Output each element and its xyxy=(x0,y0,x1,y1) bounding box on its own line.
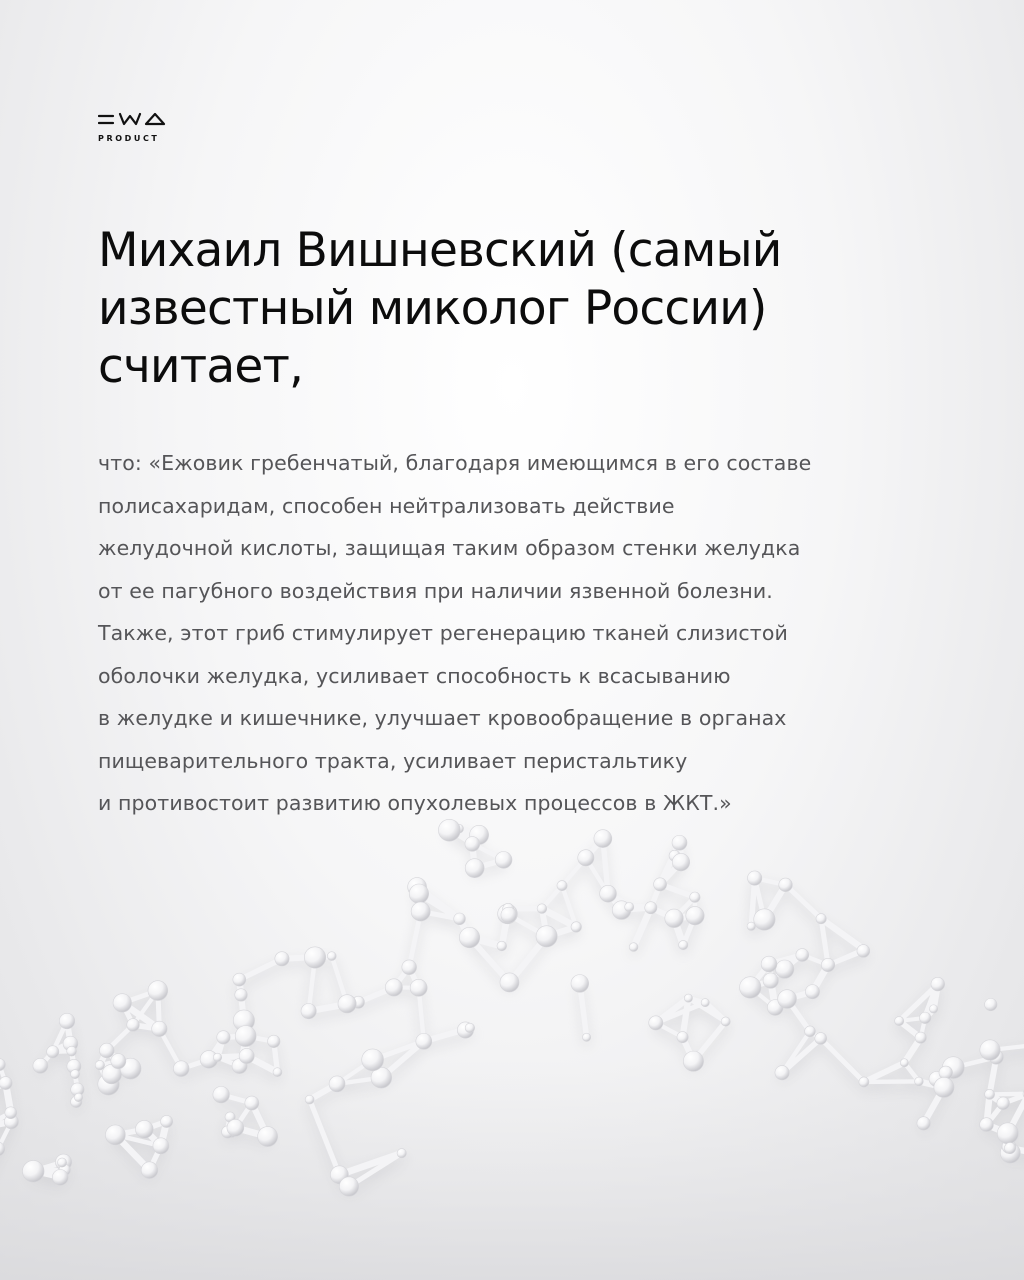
network-node xyxy=(805,985,819,999)
network-node xyxy=(625,902,634,911)
network-node xyxy=(779,878,793,892)
quote-line: от ее пагубного воздействия при наличии язвенной болезни. xyxy=(98,578,773,603)
network-node xyxy=(796,949,809,962)
network-node xyxy=(536,926,557,947)
network-node xyxy=(235,989,248,1002)
network-node xyxy=(22,1160,44,1182)
network-node xyxy=(821,958,834,971)
network-node xyxy=(213,1086,230,1103)
network-node xyxy=(679,940,688,949)
network-node xyxy=(571,922,581,932)
network-node xyxy=(690,892,700,902)
network-link xyxy=(786,885,822,919)
network-node xyxy=(127,1019,140,1032)
network-node xyxy=(47,1046,59,1058)
network-node xyxy=(213,1053,221,1061)
headline-line: считает, xyxy=(98,339,304,394)
network-node xyxy=(59,1013,75,1029)
network-node xyxy=(305,1095,314,1104)
network-node xyxy=(857,945,870,958)
network-node xyxy=(571,975,589,993)
network-node xyxy=(74,1093,82,1101)
network-node xyxy=(934,1077,954,1097)
network-node xyxy=(227,1119,244,1136)
network-node xyxy=(778,990,797,1009)
network-node xyxy=(686,907,704,925)
network-node xyxy=(931,977,945,991)
brand-logo xyxy=(98,110,178,146)
network-node xyxy=(654,878,667,891)
network-link xyxy=(864,1081,919,1082)
network-node xyxy=(362,1049,384,1071)
network-node xyxy=(997,1123,1018,1144)
network-node xyxy=(152,1021,167,1036)
network-node xyxy=(537,904,547,914)
network-node xyxy=(748,871,762,885)
network-node xyxy=(111,1054,126,1069)
network-node xyxy=(985,998,997,1010)
quote-line: и противостоит развитию опухолевых процессов в ЖКТ.» xyxy=(98,791,732,815)
network-node xyxy=(304,947,325,968)
network-node xyxy=(1004,1142,1015,1153)
network-node xyxy=(465,837,480,852)
headline-line: известный миколог России) xyxy=(98,281,767,336)
network-node xyxy=(649,1016,663,1030)
network-node xyxy=(5,1107,17,1119)
network-node xyxy=(495,851,512,868)
network-node xyxy=(665,909,684,928)
network-node xyxy=(385,979,402,996)
headline-line: Михаил Вишневский (самый xyxy=(98,223,782,278)
network-node xyxy=(239,1048,254,1063)
network-node xyxy=(775,1066,789,1080)
network-node xyxy=(929,1005,937,1013)
network-node xyxy=(980,1040,1000,1060)
network-node xyxy=(501,907,517,923)
quote-line: в желудке и кишечнике, улучшает кровообращение в органах xyxy=(98,706,787,730)
network-node xyxy=(329,1076,345,1092)
network-node xyxy=(113,994,131,1012)
network-node xyxy=(915,1077,924,1086)
network-node xyxy=(339,1177,358,1196)
network-node xyxy=(409,884,428,903)
network-node xyxy=(161,1115,173,1127)
quote-line: желудочной кислоты, защищая таким образом стенки желудка xyxy=(98,536,801,560)
network-node xyxy=(594,830,612,848)
network-node xyxy=(683,1051,703,1071)
network-node xyxy=(895,1016,904,1025)
network-node xyxy=(497,941,507,951)
network-node xyxy=(273,1068,282,1077)
network-node xyxy=(805,1026,816,1037)
network-node xyxy=(58,1158,67,1167)
network-node xyxy=(459,927,479,947)
network-node xyxy=(557,881,567,891)
quote-line: пищеварительного тракта, усиливает перистальтику xyxy=(98,748,688,773)
network-node xyxy=(411,902,430,921)
quote-text xyxy=(98,442,958,825)
network-node xyxy=(677,1032,688,1043)
network-node xyxy=(985,1089,995,1099)
network-node xyxy=(0,1077,12,1090)
network-node xyxy=(416,1033,432,1049)
network-node xyxy=(740,977,762,999)
network-node xyxy=(327,952,336,961)
quote-line: оболочки желудка, усиливает способность к всасыванию xyxy=(98,663,731,688)
quote-line: Также, этот гриб стимулирует регенерацию тканей слизистой xyxy=(98,621,788,645)
network-node xyxy=(454,913,466,925)
molecular-network-illustration xyxy=(0,800,1024,1280)
network-node xyxy=(410,979,427,996)
network-node xyxy=(900,1059,908,1067)
network-node xyxy=(67,1046,77,1056)
logo-subtitle: PRODUCT xyxy=(98,134,160,143)
network-node xyxy=(997,1097,1010,1110)
network-node xyxy=(747,922,755,930)
network-node xyxy=(95,1060,104,1069)
network-node xyxy=(500,973,519,992)
network-node xyxy=(761,956,777,972)
network-node xyxy=(763,973,778,988)
network-node xyxy=(859,1077,869,1087)
network-node xyxy=(980,1118,994,1132)
network-node xyxy=(465,1023,474,1032)
network-node xyxy=(275,952,289,966)
network-node xyxy=(919,1012,930,1023)
network-node xyxy=(338,995,356,1013)
network-node xyxy=(600,885,617,902)
network-node xyxy=(402,960,417,975)
network-node xyxy=(684,994,692,1002)
network-node xyxy=(776,960,794,978)
network-node xyxy=(135,1120,153,1138)
network-node xyxy=(235,1026,256,1047)
network-node xyxy=(582,1033,590,1041)
network-node xyxy=(438,819,460,841)
quote-line: что: «Ежовик гребенчатый, благодаря имеющимся в его составе xyxy=(98,451,812,475)
network-node xyxy=(701,999,709,1007)
network-node xyxy=(721,1017,730,1026)
network-node xyxy=(141,1162,158,1179)
network-node xyxy=(148,981,168,1001)
network-node xyxy=(258,1127,278,1147)
network-node xyxy=(815,1033,827,1045)
ewa-logo-icon xyxy=(98,110,178,130)
network-node xyxy=(233,973,246,986)
network-link-shadow xyxy=(864,1087,919,1088)
network-node xyxy=(816,914,826,924)
network-node xyxy=(52,1170,68,1186)
network-node xyxy=(629,943,638,952)
network-node xyxy=(917,1117,930,1130)
network-node xyxy=(33,1058,48,1073)
network-node xyxy=(71,1070,80,1079)
quote-line: полисахаридам, способен нейтрализовать действие xyxy=(98,493,675,518)
network-node xyxy=(301,1003,316,1018)
network-node xyxy=(672,835,687,850)
network-node xyxy=(153,1138,169,1154)
network-node xyxy=(268,1035,280,1047)
network-node xyxy=(672,853,689,870)
network-node xyxy=(245,1096,259,1110)
network-node xyxy=(105,1125,125,1145)
network-node xyxy=(754,909,775,930)
network-node xyxy=(173,1061,189,1077)
network-node xyxy=(578,850,594,866)
network-node xyxy=(465,859,484,878)
network-node xyxy=(99,1043,114,1058)
network-node xyxy=(645,902,657,914)
network-node xyxy=(397,1149,406,1158)
headline xyxy=(98,222,918,396)
network-node xyxy=(915,1032,926,1043)
network-node xyxy=(217,1031,230,1044)
